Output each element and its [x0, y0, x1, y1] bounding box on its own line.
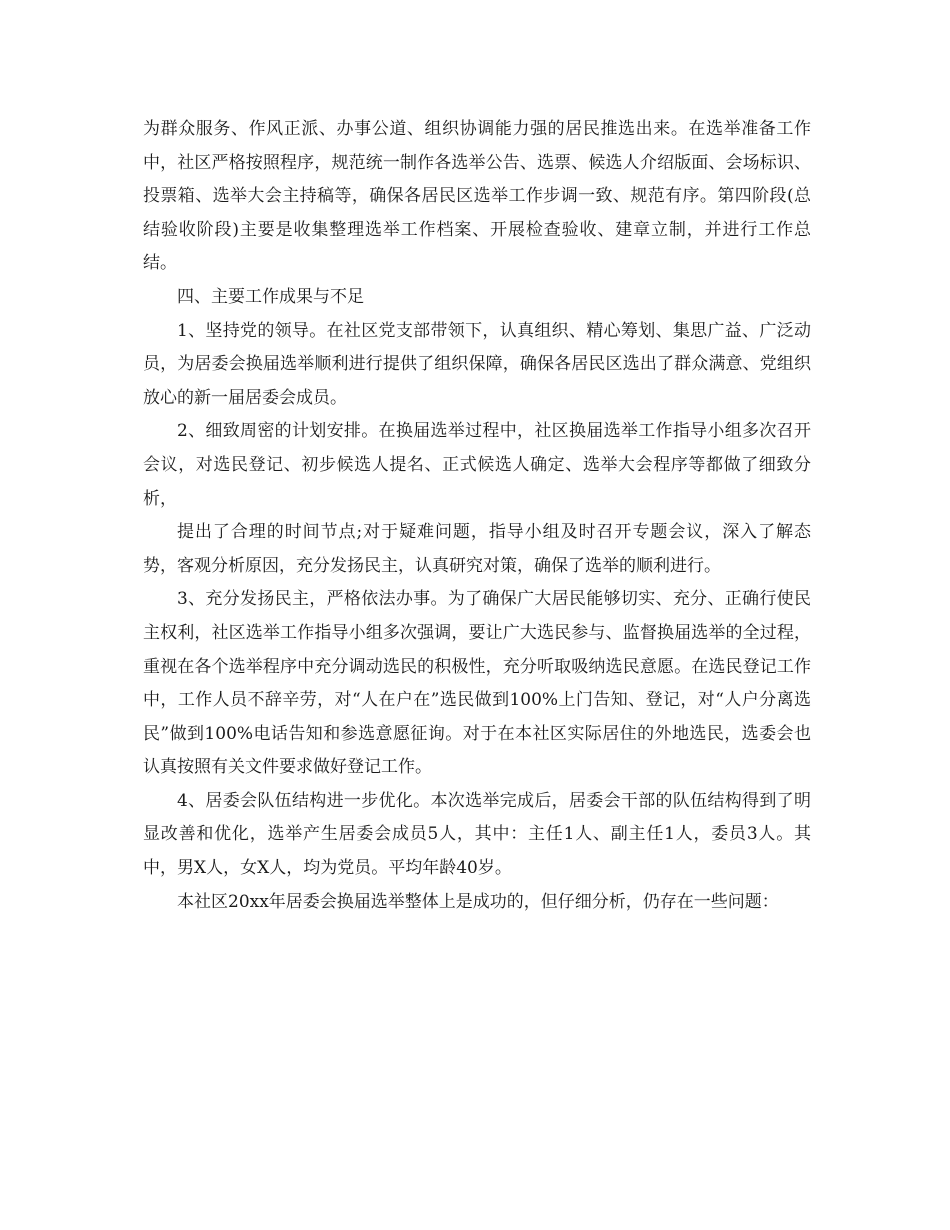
paragraph-team-structure: 4、居委会队伍结构进一步优化。本次选举完成后，居委会干部的队伍结构得到了明显改善和优化，选举产生居委会成员5人，其中：主任1人、副主任1人，委员3人。其中，男X人，女X人，均为党员。平均年龄40岁。	[143, 790, 811, 879]
paragraph-planning: 2、细致周密的计划安排。在换届选举过程中，社区换届选举工作指导小组多次召开会议，对选民登记、初步候选人提名、正式候选人确定、选举大会程序等都做了细致分析，	[143, 421, 811, 509]
paragraph-time-nodes: 提出了合理的时间节点;对于疑难问题，指导小组及时召开专题会议，深入了解态势，客观分析原因，充分发扬民主，认真研究对策，确保了选举的顺利进行。	[143, 522, 811, 576]
document-body	[143, 113, 811, 919]
paragraph-party-leadership: 1、坚持党的领导。在社区党支部带领下，认真组织、精心筹划、集思广益、广泛动员，为居委会换届选举顺利进行提供了组织保障，确保各居民区选出了群众满意、党组织放心的新一届居委会成员。	[143, 320, 811, 408]
section-heading-results: 四、主要工作成果与不足	[177, 286, 364, 307]
paragraph-election-preparation: 为群众服务、作风正派、办事公道、组织协调能力强的居民推选出来。在选举准备工作中，社区严格按照程序，规范统一制作各选举公告、选票、候选人介绍版面、会场标识、投票箱、选举大会主持稿等，确保各居民区选举工作步调一致、规范有序。第四阶段(总结验收阶段)主要是收集整理选举工作档案、开展检查验收、建章立制，并进行工作总结。	[143, 119, 811, 274]
paragraph-summary-issues: 本社区20xx年居委会换届选举整体上是成功的，但仔细分析，仍存在一些问题：	[177, 891, 779, 912]
paragraph-democracy: 3、充分发扬民主，严格依法办事。为了确保广大居民能够切实、充分、正确行使民主权利，社区选举工作指导小组多次强调，要让广大选民参与、监督换届选举的全过程，重视在各个选举程序中充分调动选民的积极性，充分听取吸纳选民意愿。在选民登记工作中，工作人员不辞辛劳，对“人在户在”选民做到100%上门告知、登记，对“人户分离选民”做到100%电话告知和参选意愿征询。对于在本社区实际居住的外地选民，选委会也认真按照有关文件要求做好登记工作。	[143, 589, 811, 778]
